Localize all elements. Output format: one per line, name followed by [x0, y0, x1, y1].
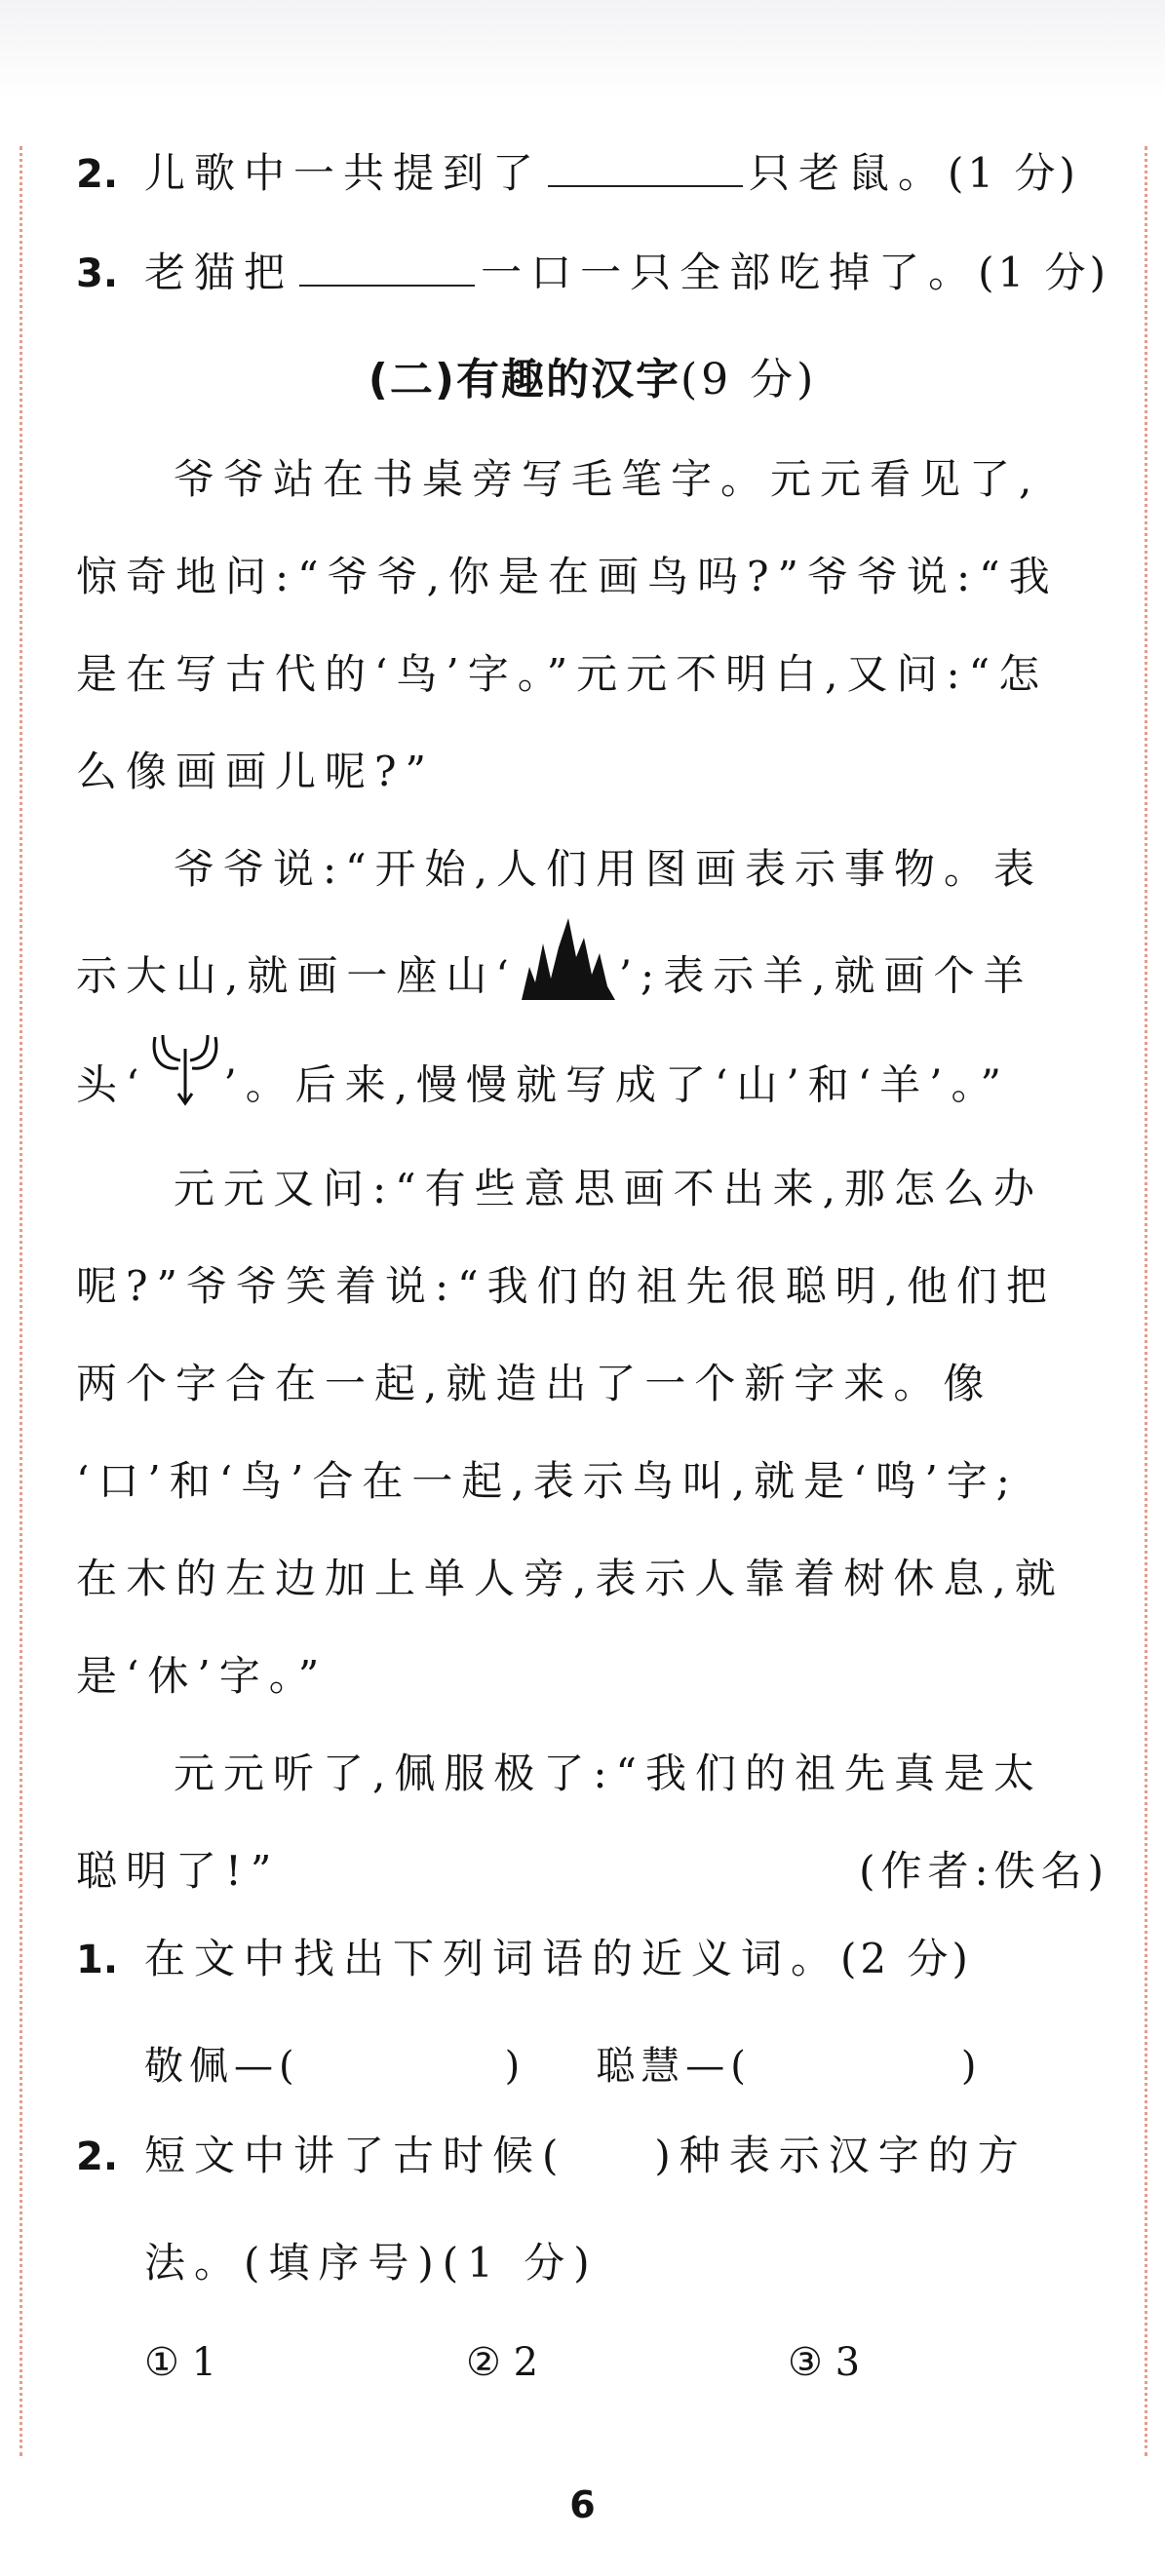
synonym-left-label: 敬佩—(	[144, 2044, 300, 2089]
passage-line-with-sheep	[76, 1029, 1109, 1140]
question-score: (1 分)	[978, 249, 1109, 296]
option-1[interactable]: ① 1	[144, 2340, 217, 2385]
section-title: (二)有趣的汉字	[368, 355, 680, 404]
option-2[interactable]: ② 2	[466, 2340, 539, 2385]
section-heading	[76, 333, 1109, 431]
question-text: )种表示汉字的方	[654, 2132, 1028, 2179]
synonym-right-answer-field[interactable]	[752, 2019, 961, 2117]
passage-line: 是‘休’字。”	[76, 1652, 329, 1700]
passage-line: 呢?”爷爷笑着说:“我们的祖先很聪明,他们把	[76, 1262, 1056, 1310]
answer-blank[interactable]	[299, 246, 475, 287]
mountain-pictograph-icon	[520, 918, 617, 1040]
question-2	[76, 2117, 1109, 2216]
option-list	[76, 2314, 1109, 2411]
passage	[76, 431, 1109, 1920]
sheep-head-pictograph-icon	[149, 1029, 221, 1147]
page-number: 6	[569, 2483, 596, 2526]
question-text: 老猫把	[144, 249, 294, 296]
question-score: (1 分)	[948, 149, 1079, 197]
passage-line: 么像画画儿呢?”	[76, 748, 435, 795]
question-number: 3.	[76, 251, 119, 296]
question-text: 一口一只全部吃掉了。	[481, 249, 979, 296]
page-content	[76, 135, 1109, 2411]
passage-line: 在木的左边加上单人旁,表示人靠着树休息,就	[76, 1555, 1065, 1602]
passage-line: ‘口’和‘鸟’合在一起,表示鸟叫,就是‘鸣’字;	[76, 1457, 1019, 1505]
passage-line: 元元听了,佩服极了:“我们的祖先真是太	[174, 1749, 1043, 1797]
passage-text: ’;表示羊,就画个羊	[618, 951, 1033, 1000]
passage-text: 聪明了!”	[76, 1847, 281, 1895]
passage-text: ’。后来,慢慢就写成了‘山’和‘羊’。”	[223, 1060, 1010, 1109]
synonym-right-close: )	[960, 2044, 983, 2089]
passage-text: 头‘	[76, 1060, 148, 1109]
passage-line: 爷爷说:“开始,人们用图画表示事物。表	[174, 845, 1043, 893]
passage-line: 惊奇地问:“爷爷,你是在画鸟吗?”爷爷说:“我	[76, 553, 1059, 600]
passage-line: 是在写古代的‘鸟’字。”元元不明白,又问:“怎	[76, 650, 1049, 698]
synonym-right-label: 聪慧—(	[596, 2044, 752, 2089]
question-3-prev	[76, 234, 1109, 333]
passage-line-with-mountain	[76, 918, 1109, 1029]
question-number: 1.	[76, 1938, 119, 1982]
passage-line: 两个字合在一起,就造出了一个新字来。像	[76, 1360, 993, 1407]
passage-last-line	[76, 1823, 1109, 1920]
passage-line: 元元又问:“有些意思画不出来,那怎么办	[174, 1165, 1043, 1212]
question-number: 2.	[76, 2134, 119, 2179]
question-text: 儿歌中一共提到了	[144, 149, 543, 197]
question-number: 2.	[76, 152, 119, 197]
question-text: 在文中找出下列词语的近义词。	[144, 1935, 841, 1982]
question-2-prev	[76, 135, 1109, 234]
question-2-line-2: 法。(填序号)(1 分)	[144, 2239, 599, 2287]
top-shadow-band	[0, 0, 1165, 97]
passage-text: 示大山,就画一座山‘	[76, 951, 518, 1000]
right-margin-dotted-line	[1145, 146, 1147, 2456]
synonym-left-close: )	[504, 2044, 526, 2089]
passage-line: 爷爷站在书桌旁写毛笔字。元元看见了,	[174, 455, 1041, 503]
left-margin-dotted-line	[19, 146, 22, 2456]
question-text: 只老鼠。	[749, 149, 949, 197]
option-3[interactable]: ③ 3	[788, 2340, 861, 2385]
section-score: (9 分)	[680, 355, 818, 404]
question-1	[76, 1920, 1109, 2019]
synonym-left-answer-field[interactable]	[300, 2019, 505, 2117]
author-credit: (作者:佚名)	[859, 1847, 1109, 1895]
question-text: 短文中讲了古时候(	[144, 2132, 567, 2179]
answer-blank[interactable]	[548, 146, 743, 187]
synonym-answer-row	[76, 2019, 1109, 2117]
question-score: (2 分)	[840, 1935, 972, 1982]
